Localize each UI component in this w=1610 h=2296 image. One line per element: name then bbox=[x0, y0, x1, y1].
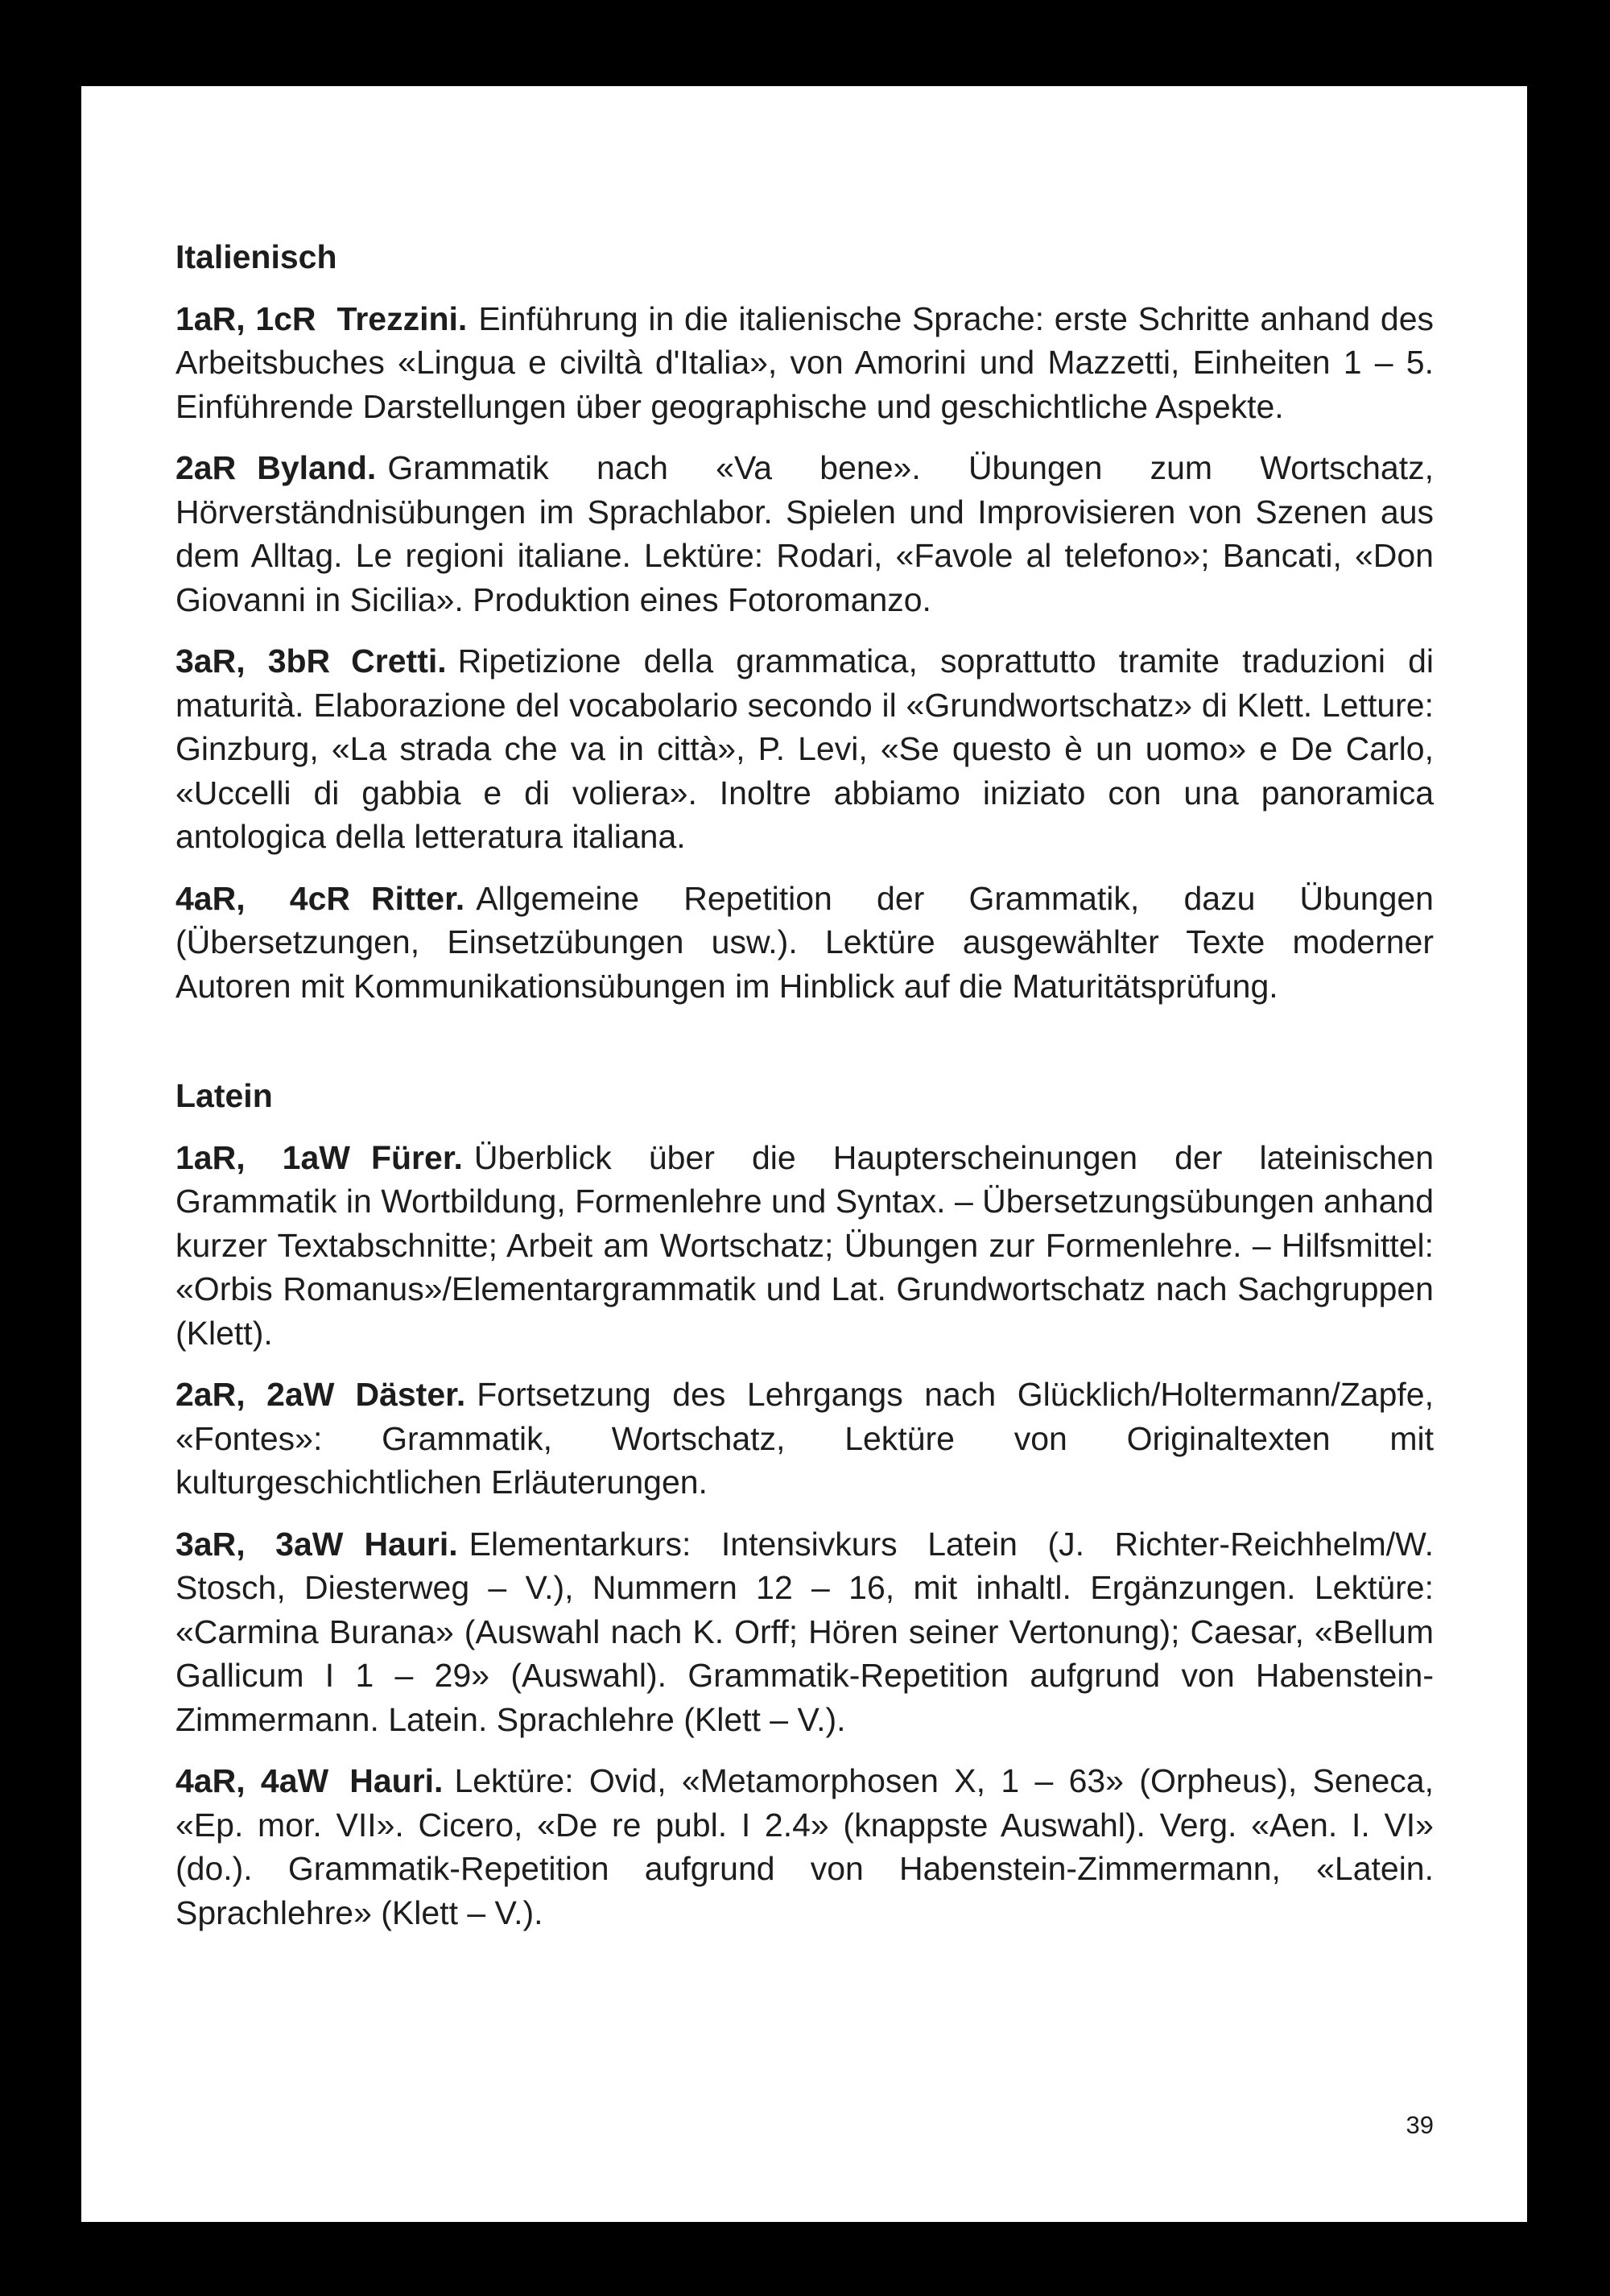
course-teacher: Ritter. bbox=[371, 879, 465, 917]
course-classes: 4aR, 4aW bbox=[175, 1762, 329, 1799]
course-description: Ripetizione della grammatica, soprattutto tramite traduzioni di maturità. Elaborazione del vocabolario secondo il «Grundwortschatz» di Klett. Letture: Ginzburg, «La strada che va in città», P. Levi, «Se questo è un uomo» e De Carlo, «Uccelli di gabbia e di voliera». Inoltre abbiamo iniziato con una panoramica antologica della letteratura italiana. bbox=[175, 642, 1434, 855]
course-description: Allgemeine Repetition der Grammatik, dazu Übungen (Übersetzungen, Einsetzübungen usw.). Lektüre ausgewählter Texte moderner Autoren mit Kommunikationsübungen im Hinblick auf die Maturitätsprüfung. bbox=[175, 879, 1434, 1005]
page-content bbox=[175, 235, 1434, 1952]
course-teacher: Trezzini. bbox=[336, 299, 468, 337]
course-teacher: Cretti. bbox=[351, 642, 447, 679]
course-teacher: Däster. bbox=[355, 1376, 466, 1413]
course-teacher: Hauri. bbox=[364, 1525, 458, 1563]
course-classes: 2aR bbox=[175, 449, 237, 486]
course-description: Überblick über die Haupterscheinungen der lateinischen Grammatik in Wortbildung, Formenlehre und Syntax. – Übersetzungsübungen anhand kurzer Textabschnitte; Arbeit am Wortschatz; Übungen zur Formenlehre. – Hilfsmittel: «Orbis Romanus»/Elementargrammatik und Lat. Grundwortschatz nach Sachgruppen (Klett). bbox=[175, 1138, 1434, 1352]
course-entry bbox=[175, 1136, 1434, 1356]
course-classes: 2aR, 2aW bbox=[175, 1376, 335, 1413]
course-description: Einführung in die italienische Sprache: erste Schritte anhand des Arbeitsbuches «Lingua e civiltà d'Italia», von Amorini und Mazzetti, Einheiten 1 – 5. Einführende Darstellungen über geographische und geschichtliche Aspekte. bbox=[175, 299, 1434, 425]
course-teacher: Byland. bbox=[257, 449, 377, 486]
course-entry bbox=[175, 877, 1434, 1009]
course-classes: 1aR, 1cR bbox=[175, 299, 316, 337]
course-classes: 3aR, 3bR bbox=[175, 642, 331, 679]
course-entry bbox=[175, 446, 1434, 621]
course-classes: 1aR, 1aW bbox=[175, 1138, 350, 1176]
course-entry bbox=[175, 1373, 1434, 1505]
course-entry bbox=[175, 297, 1434, 429]
page-number: 39 bbox=[1406, 2111, 1434, 2139]
course-teacher: Fürer. bbox=[370, 1138, 463, 1176]
course-entry bbox=[175, 1759, 1434, 1935]
section-title-italienisch: Italienisch bbox=[175, 238, 337, 275]
course-description: Grammatik nach «Va bene». Übungen zum Wortschatz, Hörverständnisübungen im Sprachlabor. Spielen und Improvisieren von Szenen aus dem Alltag. Le regioni italiane. Lektüre: Rodari, «Favole al telefono»; Bancati, «Don Giovanni in Sicilia». Produktion eines Fotoromanzo. bbox=[175, 449, 1434, 618]
course-entry bbox=[175, 1522, 1434, 1742]
course-teacher: Hauri. bbox=[349, 1762, 444, 1799]
course-classes: 3aR, 3aW bbox=[175, 1525, 344, 1563]
section-title-latein: Latein bbox=[175, 1077, 273, 1114]
section-spacer bbox=[175, 1026, 1434, 1074]
course-description: Lektüre: Ovid, «Metamorphosen X, 1 – 63» (Orpheus), Seneca, «Ep. mor. VII». Cicero, «De re publ. I 2.4» (knappste Auswahl). Verg. «Aen. I. VI» (do.). Grammatik-Repetition aufgrund von Habenstein-Zimmermann, «Latein. Sprachlehre» (Klett – V.). bbox=[175, 1762, 1434, 1931]
course-description: Elementarkurs: Intensivkurs Latein (J. Richter-Reichhelm/W. Stosch, Diesterweg – V.), Nummern 12 – 16, mit inhaltl. Ergänzungen. Lektüre: «Carmina Burana» (Auswahl nach K. Orff; Hören seiner Vertonung); Caesar, «Bellum Gallicum I 1 – 29» (Auswahl). Grammatik-Repetition aufgrund von Habenstein-Zimmermann. Latein. Sprachlehre (Klett – V.). bbox=[175, 1525, 1434, 1738]
course-description: Fortsetzung des Lehrgangs nach Glücklich/Holtermann/Zapfe, «Fontes»: Grammatik, Wortschatz, Lektüre von Originaltexten mit kulturgeschichtlichen Erläuterungen. bbox=[175, 1376, 1434, 1501]
document-page bbox=[81, 86, 1527, 2222]
course-classes: 4aR, 4cR bbox=[175, 879, 350, 917]
course-entry bbox=[175, 639, 1434, 859]
